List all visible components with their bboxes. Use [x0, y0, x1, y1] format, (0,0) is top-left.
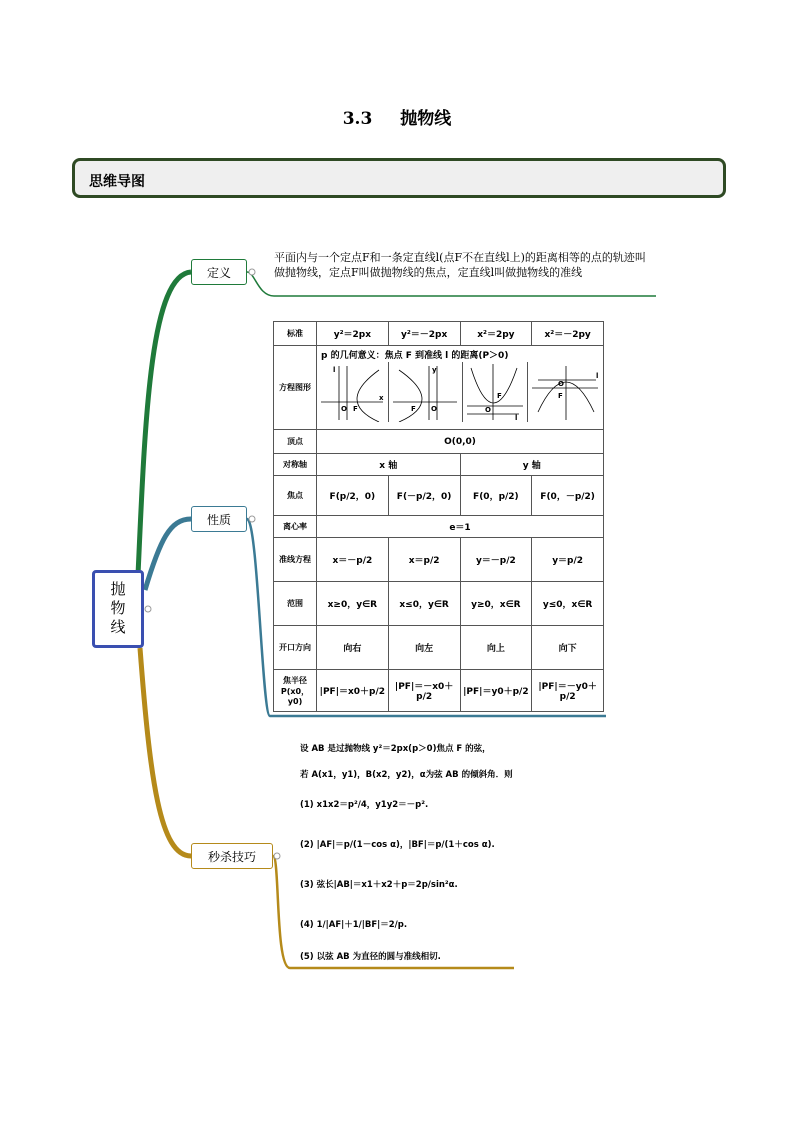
node-definition[interactable]: 定义 [191, 259, 247, 285]
directrix-cell: y＝－p/2 [460, 538, 532, 582]
row-label: 对称轴 [274, 454, 317, 476]
tip-line: 若 A(x1，y1)，B(x2，y2)，α为弦 AB 的倾斜角．则 [300, 770, 513, 780]
tip-line: (4) 1/|AF|＋1/|BF|＝2/p. [300, 920, 408, 930]
row-label: 开口方向 [274, 626, 317, 670]
row-label: 焦半径P(x0，y0) [274, 670, 317, 712]
node-properties[interactable]: 性质 [191, 506, 247, 532]
branch-tips [140, 648, 191, 856]
graph-up [463, 362, 527, 422]
graph-label-f: F [411, 405, 417, 413]
focus-cell: F(0，p/2) [460, 476, 532, 516]
row-label: 范围 [274, 582, 317, 626]
branch-definition [138, 272, 191, 575]
definition-text: 平面内与一个定点F和一条定直线l(点F不在直线l上)的距离相等的点的轨迹叫做抛物线，定点F叫做抛物线的焦点，定直线l叫做抛物线的准线 [274, 251, 646, 279]
tip-line: (3) 弦长|AB|＝x1＋x2＋p＝2p/sin²α. [300, 880, 458, 890]
graph-label-x: x [379, 394, 384, 402]
range-cell: y≥0，x∈R [460, 582, 532, 626]
focus-cell: F(p/2，0) [317, 476, 389, 516]
axis-cell: y 轴 [460, 454, 604, 476]
properties-table [273, 321, 604, 712]
tip-line: (2) |AF|＝p/(1－cos α)，|BF|＝p/(1＋cos α). [300, 840, 495, 850]
graph-label-l: l [515, 414, 518, 422]
focal-radius-cell: |PF|＝－y0＋p/2 [532, 670, 604, 712]
graph-label-l: l [595, 372, 599, 380]
row-label: 标准 [274, 322, 317, 346]
range-cell: y≤0，x∈R [532, 582, 604, 626]
focal-radius-cell: |PF|＝y0＋p/2 [460, 670, 532, 712]
node-tips[interactable]: 秒杀技巧 [191, 843, 273, 869]
branch-properties [145, 519, 191, 590]
focus-cell: F(0，－p/2) [532, 476, 604, 516]
root-node[interactable]: 抛物线 [92, 570, 144, 648]
directrix-cell: y＝p/2 [532, 538, 604, 582]
eccentricity-cell: e＝1 [317, 516, 604, 538]
vertex-cell: O(0,0) [317, 430, 604, 454]
graph-label-o: O [485, 406, 492, 414]
tip-line: (1) x1x2＝p²/4，y1y2＝－p². [300, 800, 429, 810]
banner-label: 思维导图 [89, 174, 145, 190]
graph-label-o: O [557, 380, 564, 388]
graph-label-y: y [432, 366, 437, 374]
graph-right [317, 362, 389, 422]
equation-cell: y²＝2px [317, 322, 389, 346]
opening-cell: 向上 [460, 626, 532, 670]
directrix-cell: x＝－p/2 [317, 538, 389, 582]
equation-cell: x²＝2py [460, 322, 532, 346]
range-cell: x≥0，y∈R [317, 582, 389, 626]
graph-left [389, 362, 463, 422]
graph-label-f: F [497, 392, 503, 400]
graph-label-l: l [333, 366, 336, 374]
focus-cell: F(－p/2，0) [388, 476, 460, 516]
tip-line: 设 AB 是过抛物线 y²＝2px(p＞0)焦点 F 的弦， [300, 744, 491, 754]
row-label: 方程图形 [274, 346, 317, 430]
directrix-cell: x＝p/2 [388, 538, 460, 582]
range-cell: x≤0，y∈R [388, 582, 460, 626]
row-label: 准线方程 [274, 538, 317, 582]
graph-label-f: F [557, 392, 563, 400]
opening-cell: 向右 [317, 626, 389, 670]
row-label: 离心率 [274, 516, 317, 538]
row-label: 顶点 [274, 430, 317, 454]
opening-cell: 向下 [532, 626, 604, 670]
focal-radius-cell: |PF|＝－x0＋p/2 [388, 670, 460, 712]
section-title: 抛物线 [400, 109, 452, 129]
tip-line: (5) 以弦 AB 为直径的圆与准线相切. [300, 952, 441, 962]
graph-label-o: O [341, 405, 347, 413]
section-number: 3.3 [342, 109, 373, 129]
graph-label-f: F [353, 405, 358, 413]
equation-cell: x²＝－2py [532, 322, 604, 346]
axis-cell: x 轴 [317, 454, 461, 476]
p-meaning: p 的几何意义：焦点 F 到准线 l 的距离(P＞0) [321, 351, 509, 361]
focal-radius-cell: |PF|＝x0＋p/2 [317, 670, 389, 712]
graph-down [528, 362, 603, 422]
equation-cell: y²＝－2px [388, 322, 460, 346]
row-label: 焦点 [274, 476, 317, 516]
opening-cell: 向左 [388, 626, 460, 670]
graph-label-o: O [431, 405, 438, 413]
